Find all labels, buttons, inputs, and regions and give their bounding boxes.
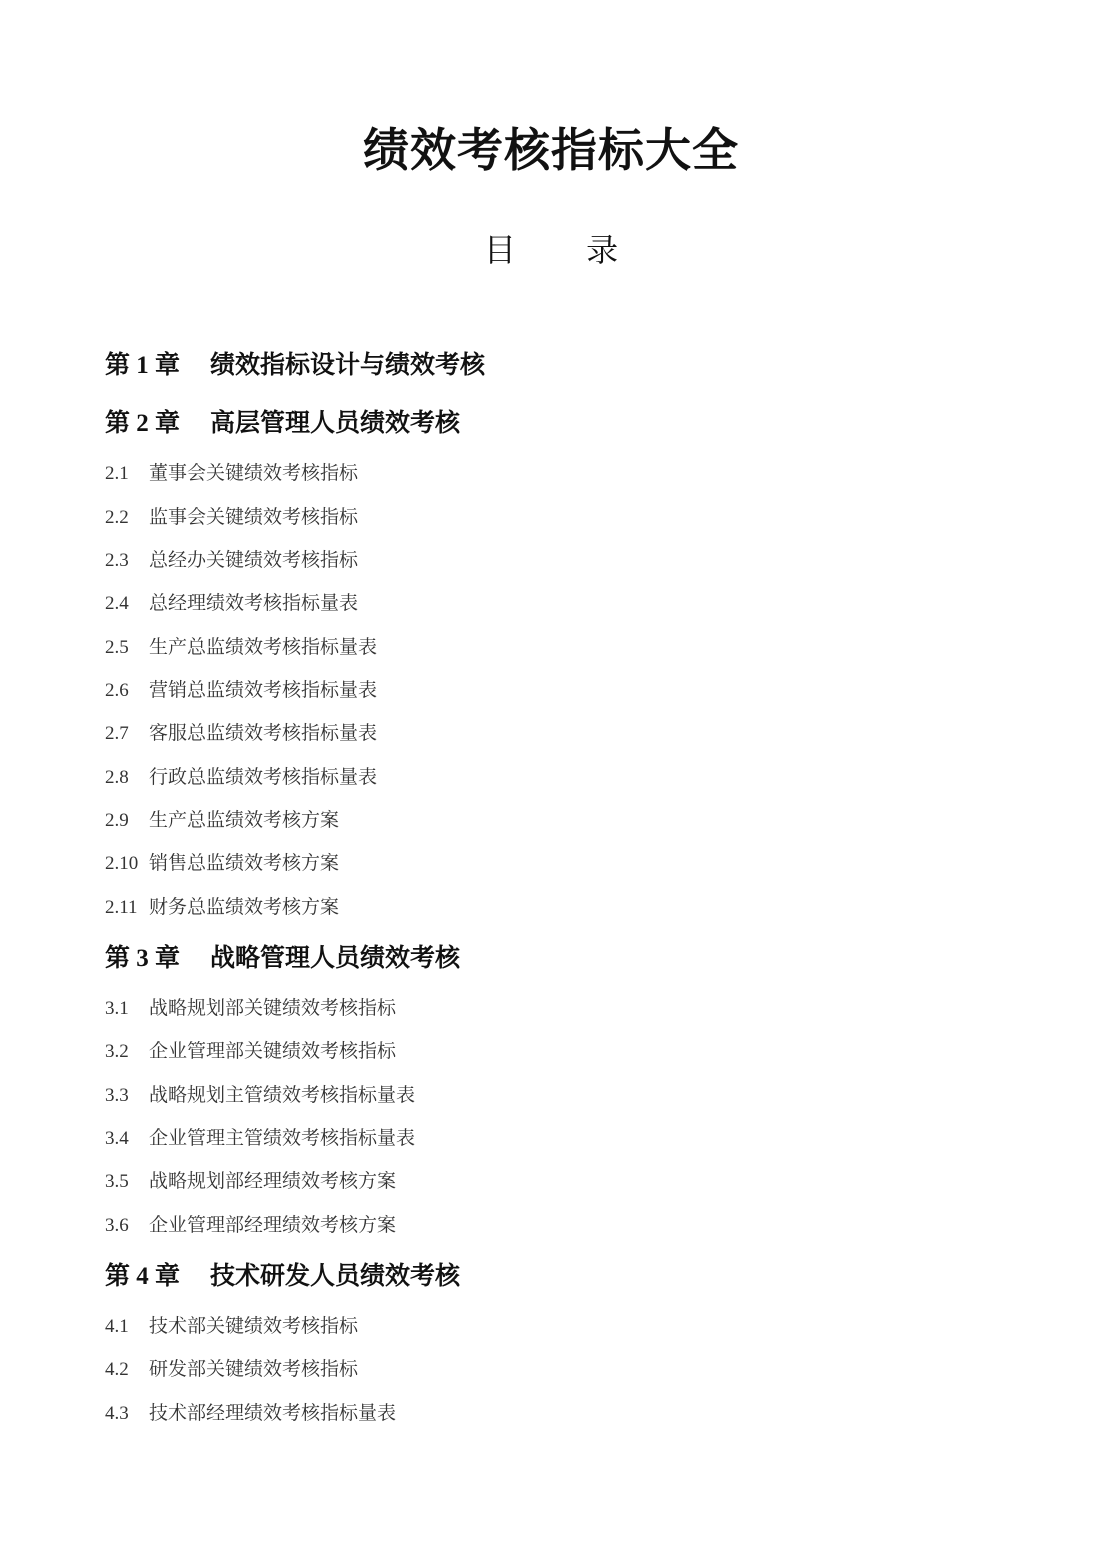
section-number: 2.5: [105, 637, 129, 658]
section-number: 3.4: [105, 1128, 129, 1149]
section-number: 2.4: [105, 593, 129, 614]
chapter-number: 第 3 章: [105, 945, 181, 972]
section-number: 2.11: [105, 897, 138, 918]
section-title: 技术部经理绩效考核指标量表: [149, 1402, 397, 1424]
toc-section-entry[interactable]: [105, 1168, 396, 1195]
toc-section-entry[interactable]: [105, 1038, 396, 1065]
section-number: 4.3: [105, 1403, 129, 1424]
section-title: 战略规划主管绩效考核指标量表: [149, 1084, 416, 1106]
section-title: 销售总监绩效考核方案: [149, 852, 340, 874]
toc-section-entry[interactable]: [105, 590, 358, 617]
toc-section-entry[interactable]: [105, 1125, 415, 1152]
toc-section-entry[interactable]: [105, 850, 339, 877]
section-title: 企业管理主管绩效考核指标量表: [149, 1127, 416, 1149]
section-title: 技术部关键绩效考核指标: [149, 1315, 359, 1337]
chapter-number: 第 1 章: [105, 352, 181, 379]
toc-section-entry[interactable]: [105, 894, 339, 921]
document-title: 绩效考核指标大全: [363, 123, 739, 177]
toc-chapter-entry[interactable]: [105, 941, 460, 976]
toc-section-entry[interactable]: [105, 1313, 358, 1340]
toc-section-entry[interactable]: [105, 677, 377, 704]
toc-section-entry[interactable]: [105, 807, 339, 834]
section-title: 客服总监绩效考核指标量表: [149, 722, 378, 744]
section-title: 营销总监绩效考核指标量表: [149, 679, 378, 701]
section-title: 战略规划部关键绩效考核指标: [149, 997, 397, 1019]
toc-chapter-entry[interactable]: [105, 406, 460, 441]
section-number: 3.1: [105, 998, 129, 1019]
section-title: 行政总监绩效考核指标量表: [149, 766, 378, 788]
section-number: 2.10: [105, 853, 139, 874]
section-number: 3.5: [105, 1171, 129, 1192]
section-title: 总经理绩效考核指标量表: [149, 592, 359, 614]
toc-section-entry[interactable]: [105, 504, 358, 531]
chapter-number: 第 2 章: [105, 410, 181, 437]
section-title: 监事会关键绩效考核指标: [149, 506, 359, 528]
section-title: 企业管理部经理绩效考核方案: [149, 1214, 397, 1236]
section-number: 2.1: [105, 463, 129, 484]
section-number: 2.3: [105, 550, 129, 571]
toc-chapter-entry[interactable]: [105, 348, 485, 383]
chapter-title: 技术研发人员绩效考核: [210, 1261, 461, 1290]
section-number: 2.7: [105, 723, 129, 744]
toc-section-entry[interactable]: [105, 1400, 396, 1427]
section-number: 2.9: [105, 810, 129, 831]
section-title: 董事会关键绩效考核指标: [149, 462, 359, 484]
chapter-title: 高层管理人员绩效考核: [210, 408, 461, 437]
section-title: 研发部关键绩效考核指标: [149, 1358, 359, 1380]
chapter-title: 战略管理人员绩效考核: [210, 943, 461, 972]
section-title: 生产总监绩效考核指标量表: [149, 636, 378, 658]
section-title: 企业管理部关键绩效考核指标: [149, 1040, 397, 1062]
section-number: 2.2: [105, 507, 129, 528]
chapter-number: 第 4 章: [105, 1263, 181, 1290]
toc-section-entry[interactable]: [105, 995, 396, 1022]
section-title: 战略规划部经理绩效考核方案: [149, 1170, 397, 1192]
section-number: 3.3: [105, 1085, 129, 1106]
toc-section-entry[interactable]: [105, 1356, 358, 1383]
section-title: 财务总监绩效考核方案: [149, 896, 340, 918]
toc-section-entry[interactable]: [105, 764, 377, 791]
section-number: 4.1: [105, 1316, 129, 1337]
section-number: 4.2: [105, 1359, 129, 1380]
toc-chapter-entry[interactable]: [105, 1259, 460, 1294]
toc-section-entry[interactable]: [105, 720, 377, 747]
chapter-title: 绩效指标设计与绩效考核: [210, 350, 486, 379]
section-number: 3.6: [105, 1215, 129, 1236]
section-title: 生产总监绩效考核方案: [149, 809, 340, 831]
toc-section-entry[interactable]: [105, 1212, 396, 1239]
toc-heading: 目 录: [483, 231, 649, 269]
section-number: 2.8: [105, 767, 129, 788]
section-number: 2.6: [105, 680, 129, 701]
toc-section-entry[interactable]: [105, 547, 358, 574]
toc-section-entry[interactable]: [105, 1082, 415, 1109]
section-title: 总经办关键绩效考核指标: [149, 549, 359, 571]
toc-section-entry[interactable]: [105, 460, 358, 487]
toc-section-entry[interactable]: [105, 634, 377, 661]
section-number: 3.2: [105, 1041, 129, 1062]
